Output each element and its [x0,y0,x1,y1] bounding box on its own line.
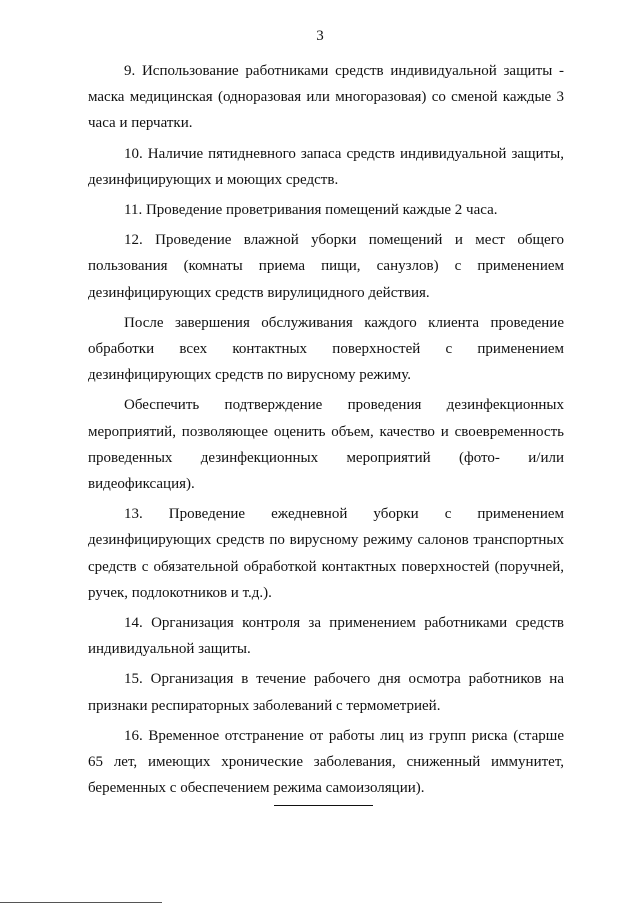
paragraph-item-13: 13. Проведение ежедневной уборки с применением дезинфицирующих средств по вирусному режиму салонов транспортных средств с обязательной обработкой контактных поверхностей (поручней, ручек, подлокотников и т.д.). [88,506,564,601]
document-body [88,58,564,805]
paragraph-item-16: 16. Временное отстранение от работы лиц из групп риска (старше 65 лет, имеющих хронические заболевания, сниженный иммунитет, беременных с обеспечением режима самоизоляции). [88,727,564,797]
scan-edge-line [0,902,162,903]
paragraph-item-9: 9. Использование работниками средств индивидуальной защиты - маска медицинская (одноразовая или многоразовая) со сменой каждые 3 часа и перчатки. [88,63,564,132]
paragraph-after-service: После завершения обслуживания каждого клиента проведение обработки всех контактных поверхностей с применением дезинфицирующих средств по вирусному режиму. [88,314,564,384]
paragraph-item-11: 11. Проведение проветривания помещений каждые 2 часа. [124,202,498,219]
end-divider-line [274,805,373,806]
paragraph-item-12: 12. Проведение влажной уборки помещений и мест общего пользования (комнаты приема пищи, санузлов) с применением дезинфицирующих средств вирулицидного действия. [88,232,564,301]
paragraph-item-15: 15. Организация в течение рабочего дня осмотра работников на признаки респираторных заболеваний с термометрией. [88,671,564,714]
paragraph-ensure-confirmation: Обеспечить подтверждение проведения дезинфекционных мероприятий, позволяющее оценить объем, качество и своевременность проведенных дезинфекционных мероприятий (фото- и/или видеофиксация). [88,397,564,493]
page-number: 3 [316,28,324,44]
paragraph-item-14: 14. Организация контроля за применением работниками средств индивидуальной защиты. [88,615,564,658]
paragraph-item-10: 10. Наличие пятидневного запаса средств индивидуальной защиты, дезинфицирующих и моющих средств. [88,145,564,188]
